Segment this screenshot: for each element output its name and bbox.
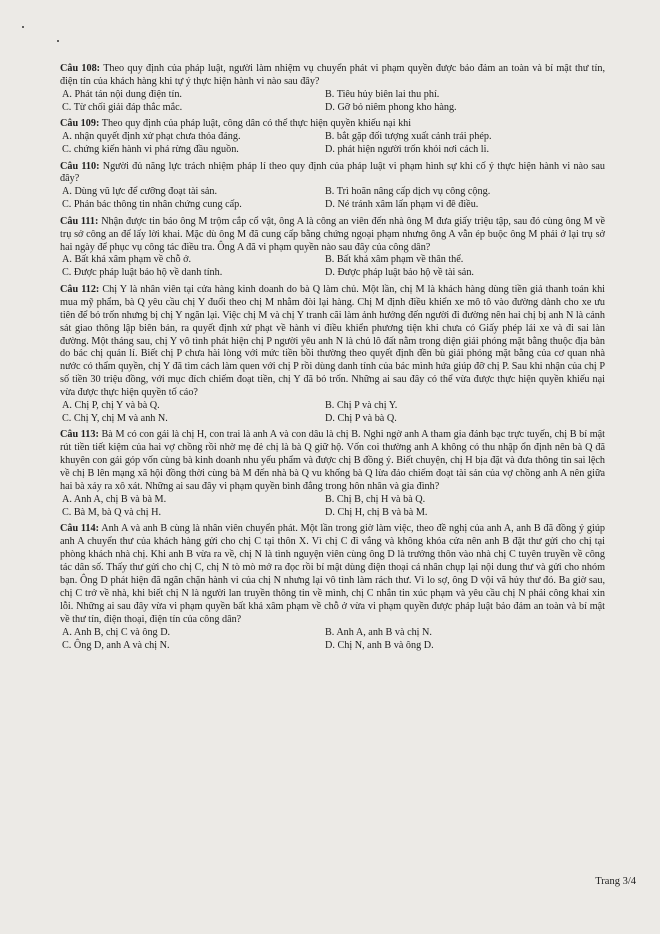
page-number: Trang 3/4: [595, 876, 636, 887]
question-number: Câu 108:: [60, 63, 101, 74]
question-112: [60, 284, 605, 426]
question-text: Chị Y là nhân viên tại cửa hàng kinh doanh do bà Q làm chủ. Một lần, chị M là khách hàng dùng tiền giả thanh toán khi mua mỹ phẩm, bà Q yêu cầu chị Y đuổi theo chị M nhằm đòi lại hàng. Chị M định điều khiển xe mô tô vào đường dành cho xe ưu tiên để bỏ trốn nhưng bị chị Y ngăn lại. Việc chị M và chị Y tranh cãi làm ảnh hưởng đến người đi đường nên hai chị bị anh N là cảnh sát giao thông lập biên bản, ra quyết định xử phạt về hành vi điều khiển phương tiện khi chưa có Giấy phép lái xe và đi sai làn đường. Một tháng sau, chị Y vô tình phát hiện chị P người yêu anh N là chủ lô đất nằm trong diện giải phóng mặt bằng thuộc địa bàn do bác chị quản lí. Biết chị P chưa hài lòng với mức tiền bồi thường theo quyết định đền bù giải phóng mặt bằng của cơ quan nhà nước có thẩm quyền, chị Y đã tìm cách làm quen với chị P rồi dùng danh tính của bác mình hứa giúp đỡ chị P. Sau khi nhận của chị P số tiền 30 triệu đồng, với mục đích chiếm đoạt tiền, chị Y đã bỏ trốn. Những ai sau đây có thể vừa được thực hiện quyền khiếu nại vừa được thực hiện quyền tố cáo?: [60, 283, 605, 399]
scan-speck: [22, 26, 24, 28]
question-text: Anh A và anh B cùng là nhân viên chuyển phát. Một lần trong giờ làm việc, theo đề nghị của anh A, anh B đã đồng ý giúp anh A chuyển thư của khách hàng gửi cho chị C tại thôn X. Vì chị C đi vắng và không khóa cửa nên anh B đặt thư gửi cho chị tại phòng khách nhà chị. Khi anh B vừa ra về, chị N là tình nguyện viên cùng ông D là trưởng thôn vào nhà chị C tuyên truyền về công tác dân số. Thấy thư gửi cho chị C, chị N tò mò mở ra đọc rồi bí mật dùng điện thoại cá nhân chụp lại nội dung thư và gửi cho nhóm bạn. Ông D phát hiện đã ngăn chặn hành vi của chị N nhưng lại vô tình làm rách thư. Vì lo sợ, ông D vội vã hủy thư đó. Ba giờ sau, chị C trở về nhà, khi biết chị N là người lan truyền thông tin về mình, chị C nhắn tin xúc phạm và yêu cầu chị N phải công khai xin lỗi. Những ai sau đây vừa vi phạm quyền bất khả xâm phạm về chỗ ở vừa vi phạm quyền được pháp luật bảo đảm an toàn và bí mật về thư tín, điện thoại, điện tín của công dân?: [60, 523, 606, 625]
scan-speck: [57, 40, 59, 42]
question-text: Người đủ năng lực trách nhiệm pháp lí theo quy định của pháp luật vi phạm hình sự khi cố ý thực hiện hành vi nào sau đây?: [60, 160, 606, 185]
option-c: C. chứng kiến hành vi phá rừng đầu nguồn.: [62, 144, 239, 156]
answer-options: [60, 131, 605, 157]
question-text: Theo quy định của pháp luật, công dân có thể thực hiện quyền khiếu nại khi: [101, 118, 412, 130]
question-text: Theo quy định của pháp luật, người làm nhiệm vụ chuyển phát vi phạm quyền được bảo đảm an toàn và bí mật thư tín, điện tín của khách hàng khi tự ý thực hiện hành vi nào sau đây?: [60, 63, 605, 87]
question-text: Bà M có con gái là chị H, con trai là anh A và con dâu là chị B. Nghi ngờ anh A tham gia đánh bạc trực tuyến, chị B bí mật rút tiền tiết kiệm của hai vợ chồng rồi nhờ mẹ đẻ chị là bà Q giữ hộ. Vốn coi thường anh A không có thu nhập ổn định nên bà Q đã khuyên con gái góp vốn cùng bà kinh doanh nhu yếu phẩm và được chị B đồng ý. Biết chuyện, chị H bịa đặt và đưa thông tin sai lệch về chị B lên mạng xã hội đồng thời cùng bà M đến nhà bà Q vu khống bà Q lừa đảo chiếm đoạt tài sản của vợ chồng anh A nên giữa hai bà xảy ra xô xát. Những ai sau đây vi phạm quyền bình đẳng trong hôn nhân và gia đình?: [60, 429, 606, 493]
option-c: C. Phản bác thông tin nhân chứng cung cấp.: [62, 199, 242, 211]
option-b: B. bắt gặp đối tượng xuất cảnh trái phép.: [325, 131, 492, 143]
option-c: C. Được pháp luật bảo hộ về danh tính.: [62, 267, 223, 279]
answer-options: [60, 89, 605, 115]
question-114: [60, 523, 605, 652]
answer-options: [60, 254, 605, 280]
option-c: C. Ông D, anh A và chị N.: [62, 639, 170, 651]
question-number: Câu 114:: [60, 523, 100, 535]
option-d: D. phát hiện người trốn khỏi nơi cách li.: [325, 144, 489, 156]
question-number: Câu 110:: [60, 160, 100, 172]
question-text: Nhận được tin báo ông M trộm cắp cổ vật, ông A là công an viên đến nhà ông M đưa giấy triệu tập, sau đó cùng ông M về trụ sở công an để lấy lời khai. Mặc dù ông M đã cung cấp bằng chứng ngoại phạm nhưng ông A vẫn ép buộc ông M phải ở lại trụ sở hai ngày để phục vụ công tác điều tra. Ông A đã vi phạm quyền nào sau đây của công dân?: [60, 215, 606, 253]
option-b: B. Trì hoãn nâng cấp dịch vụ công cộng.: [325, 186, 491, 198]
answer-options: [60, 400, 605, 426]
option-a: A. Phát tán nội dung điện tín.: [62, 88, 182, 100]
option-c: C. Chị Y, chị M và anh N.: [62, 412, 168, 424]
question-111: [60, 216, 605, 281]
option-a: A. Chị P, chị Y và bà Q.: [62, 400, 160, 412]
option-d: D. Gỡ bỏ niêm phong kho hàng.: [325, 101, 457, 113]
option-a: A. Dùng vũ lực để cưỡng đoạt tài sản.: [62, 186, 218, 198]
option-d: D. Chị H, chị B và bà M.: [325, 506, 428, 518]
question-number: Câu 113:: [60, 429, 99, 441]
option-d: D. Chị P và bà Q.: [325, 412, 397, 424]
option-d: D. Được pháp luật bảo hộ về tài sản.: [325, 267, 474, 279]
option-d: D. Né tránh xâm lấn phạm vi đê điều.: [325, 199, 479, 211]
option-b: B. Chị B, chị H và bà Q.: [325, 493, 426, 505]
question-109: [60, 118, 605, 157]
question-113: [60, 429, 605, 519]
option-c: C. Từ chối giải đáp thắc mắc.: [62, 101, 183, 113]
option-d: D. Chị N, anh B và ông D.: [325, 639, 434, 651]
option-b: B. Chị P và chị Y.: [325, 400, 398, 412]
option-a: A. nhận quyết định xử phạt chưa thỏa đáng.: [62, 131, 241, 143]
option-b: B. Bất khả xâm phạm về thân thể.: [325, 254, 464, 266]
answer-options: [60, 627, 605, 653]
question-number: Câu 112:: [60, 283, 100, 295]
option-b: B. Tiêu hủy biên lai thu phí.: [325, 88, 440, 100]
exam-content: [60, 63, 605, 656]
option-b: B. Anh A, anh B và chị N.: [325, 626, 432, 638]
question-number: Câu 109:: [60, 118, 100, 130]
option-a: A. Anh A, chị B và bà M.: [62, 493, 167, 505]
answer-options: [60, 494, 605, 520]
question-108: [60, 63, 605, 115]
option-a: A. Bất khả xâm phạm về chỗ ở.: [62, 254, 192, 266]
question-110: [60, 161, 605, 213]
option-c: C. Bà M, bà Q và chị H.: [62, 506, 162, 518]
option-a: A. Anh B, chị C và ông D.: [62, 626, 171, 638]
question-number: Câu 111:: [60, 215, 99, 227]
answer-options: [60, 186, 605, 212]
